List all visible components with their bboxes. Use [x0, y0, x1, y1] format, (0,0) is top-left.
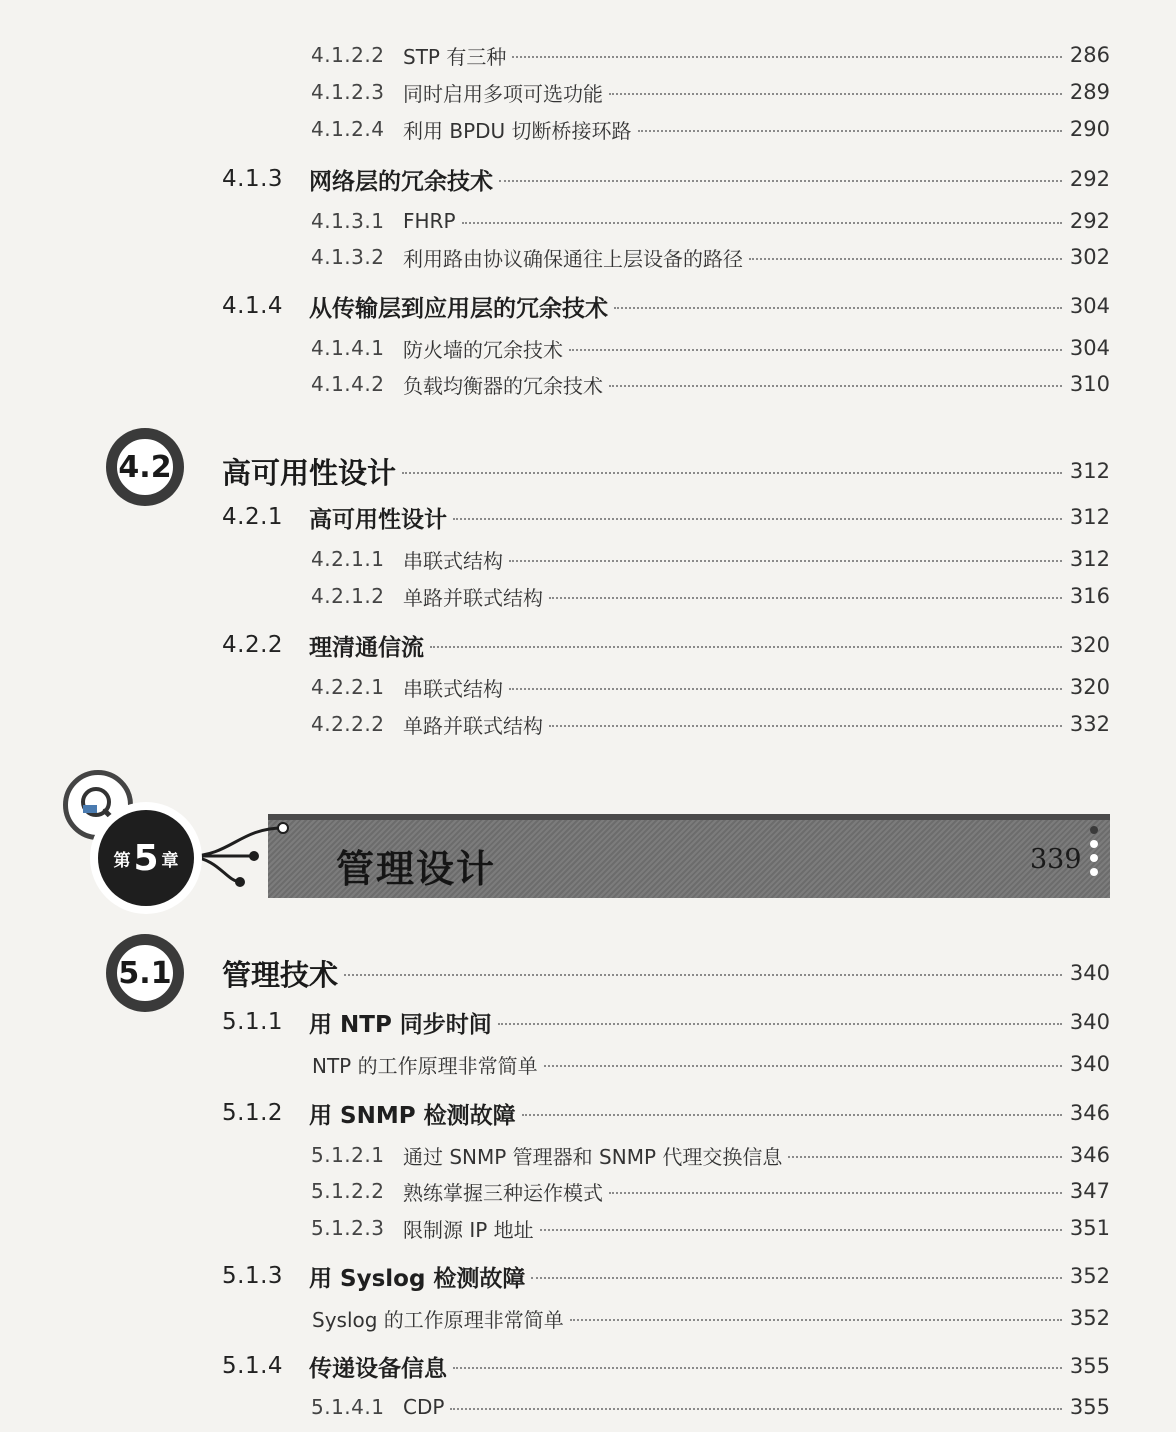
- entry-page: 292: [1069, 167, 1110, 191]
- entry-number: 4.1.4.2: [311, 372, 385, 396]
- entry-title: 单路并联式结构: [403, 713, 543, 738]
- dot-leader: [512, 56, 1062, 58]
- section-heading[interactable]: [0, 952, 1110, 994]
- dot-leader: [609, 385, 1062, 387]
- entry-title: FHRP: [403, 209, 456, 233]
- entry-number: 5.1.4: [222, 1353, 284, 1379]
- dot-leader: [462, 222, 1062, 224]
- section-badge-label: 4.2: [114, 436, 176, 498]
- toc-entry[interactable]: [0, 1348, 1110, 1384]
- entry-page: 312: [1069, 505, 1110, 529]
- entry-page: 292: [1069, 209, 1110, 233]
- entry-title: 用 SNMP 检测故障: [309, 1102, 516, 1129]
- entry-title: 同时启用多项可选功能: [403, 81, 603, 106]
- dot-leader: [522, 1114, 1062, 1116]
- dot-leader: [570, 1319, 1062, 1321]
- chapter-suffix: 章: [161, 850, 179, 871]
- chapter-number: 5: [133, 837, 159, 879]
- dot-leader: [531, 1277, 1061, 1279]
- dot-leader: [614, 307, 1062, 309]
- dot-leader: [569, 349, 1062, 351]
- entry-number: 5.1.3: [222, 1263, 284, 1289]
- dot-leader: [453, 1367, 1062, 1369]
- dot-leader: [453, 518, 1062, 520]
- toc-entry[interactable]: [0, 1046, 1110, 1082]
- entry-title: 通过 SNMP 管理器和 SNMP 代理交换信息: [403, 1144, 783, 1169]
- entry-number: 5.1.2.3: [311, 1216, 385, 1240]
- chapter-number-badge: [90, 802, 202, 914]
- toc-entry[interactable]: [0, 1210, 1110, 1246]
- entry-number: 5.1.2: [222, 1100, 284, 1126]
- entry-page: 316: [1069, 584, 1110, 608]
- entry-page: 304: [1069, 294, 1110, 318]
- dot-leader: [638, 130, 1062, 132]
- entry-number: 4.2.2: [222, 632, 284, 658]
- entry-page: 355: [1069, 1354, 1110, 1378]
- entry-title: Syslog 的工作原理非常简单: [312, 1307, 564, 1332]
- entry-number: 4.1.2.3: [311, 80, 385, 104]
- entry-number: 4.1.3.1: [311, 209, 385, 233]
- entry-number: 4.1.2.4: [311, 117, 385, 141]
- section-page: 340: [1069, 961, 1110, 985]
- entry-page: 352: [1069, 1264, 1110, 1288]
- dot-leader: [544, 1065, 1062, 1067]
- entry-title: 高可用性设计: [309, 506, 447, 533]
- entry-page: 320: [1069, 675, 1110, 699]
- entry-page: 340: [1069, 1010, 1110, 1034]
- entry-title: CDP: [403, 1395, 445, 1419]
- toc-entry[interactable]: [0, 1095, 1110, 1131]
- chapter-page: 339: [1030, 844, 1082, 875]
- toc-entry[interactable]: [0, 1258, 1110, 1294]
- entry-page: 352: [1069, 1306, 1110, 1330]
- section-title: 高可用性设计: [222, 455, 397, 490]
- entry-number: 4.1.4: [222, 293, 284, 319]
- entry-title: 串联式结构: [403, 548, 503, 573]
- entry-title: 从传输层到应用层的冗余技术: [309, 295, 608, 322]
- entry-number: 4.1.3.2: [311, 245, 385, 269]
- entry-page: 340: [1069, 1052, 1110, 1076]
- entry-page: 346: [1069, 1143, 1110, 1167]
- section-page: 312: [1069, 459, 1110, 483]
- entry-page: 347: [1069, 1179, 1110, 1203]
- entry-page: 302: [1069, 245, 1110, 269]
- entry-title: 串联式结构: [403, 676, 503, 701]
- entry-title: 传递设备信息: [309, 1355, 447, 1382]
- dot-leader: [540, 1229, 1062, 1231]
- entry-number: 4.2.2.1: [311, 675, 385, 699]
- entry-number: 4.2.1.2: [311, 584, 385, 608]
- toc-entry[interactable]: [0, 1389, 1110, 1425]
- dot-leader: [498, 1023, 1062, 1025]
- entry-page: 286: [1069, 43, 1110, 67]
- dot-leader: [450, 1408, 1061, 1410]
- chapter-dots-decoration: [1088, 826, 1100, 890]
- dot-leader: [609, 1192, 1062, 1194]
- chapter-prefix: 第: [113, 850, 131, 871]
- entry-title: 用 NTP 同步时间: [309, 1011, 492, 1038]
- entry-title: 限制源 IP 地址: [403, 1217, 534, 1242]
- entry-number: 5.1.2.1: [311, 1143, 385, 1167]
- entry-title: STP 有三种: [403, 44, 507, 69]
- chapter-connector-lines: [0, 0, 300, 900]
- dot-leader: [788, 1156, 1062, 1158]
- dot-leader: [509, 688, 1062, 690]
- dot-leader: [549, 597, 1062, 599]
- entry-page: 355: [1069, 1395, 1110, 1419]
- entry-number: 4.1.3: [222, 166, 284, 192]
- entry-title: 单路并联式结构: [403, 585, 543, 610]
- entry-number: 4.1.4.1: [311, 336, 385, 360]
- dot-leader: [499, 180, 1062, 182]
- entry-page: 351: [1069, 1216, 1110, 1240]
- entry-title: 利用 BPDU 切断桥接环路: [403, 118, 632, 143]
- entry-page: 310: [1069, 372, 1110, 396]
- entry-page: 290: [1069, 117, 1110, 141]
- entry-number: 4.1.2.2: [311, 43, 385, 67]
- entry-title: 网络层的冗余技术: [309, 168, 493, 195]
- dot-leader: [549, 725, 1062, 727]
- dot-leader: [430, 646, 1062, 648]
- entry-number: 4.2.1: [222, 504, 284, 530]
- section-badge-label: 5.1: [114, 942, 176, 1004]
- dot-leader: [509, 560, 1062, 562]
- toc-entry[interactable]: [0, 1173, 1110, 1209]
- entry-number: 5.1.2.2: [311, 1179, 385, 1203]
- entry-title: 用 Syslog 检测故障: [309, 1265, 526, 1292]
- dot-leader: [609, 93, 1062, 95]
- entry-title: NTP 的工作原理非常简单: [312, 1053, 538, 1078]
- entry-number: 5.1.1: [222, 1009, 284, 1035]
- entry-number: 4.2.1.1: [311, 547, 385, 571]
- dot-leader: [344, 974, 1062, 976]
- entry-title: 利用路由协议确保通往上层设备的路径: [403, 246, 743, 271]
- entry-title: 理清通信流: [309, 634, 424, 661]
- entry-title: 防火墙的冗余技术: [403, 337, 563, 362]
- entry-number: 5.1.4.1: [311, 1395, 385, 1419]
- entry-page: 304: [1069, 336, 1110, 360]
- entry-number: 4.2.2.2: [311, 712, 385, 736]
- dot-leader: [402, 472, 1062, 474]
- entry-page: 312: [1069, 547, 1110, 571]
- entry-title: 负载均衡器的冗余技术: [403, 373, 603, 398]
- entry-page: 320: [1069, 633, 1110, 657]
- dot-leader: [749, 258, 1062, 260]
- toc-entry[interactable]: [0, 1300, 1110, 1336]
- entry-title: 熟练掌握三种运作模式: [403, 1180, 603, 1205]
- section-title: 管理技术: [222, 957, 339, 992]
- chapter-title: 管理设计: [336, 847, 497, 891]
- entry-page: 332: [1069, 712, 1110, 736]
- toc-entry[interactable]: [0, 1004, 1110, 1040]
- entry-page: 346: [1069, 1101, 1110, 1125]
- toc-entry[interactable]: [0, 1137, 1110, 1173]
- entry-page: 289: [1069, 80, 1110, 104]
